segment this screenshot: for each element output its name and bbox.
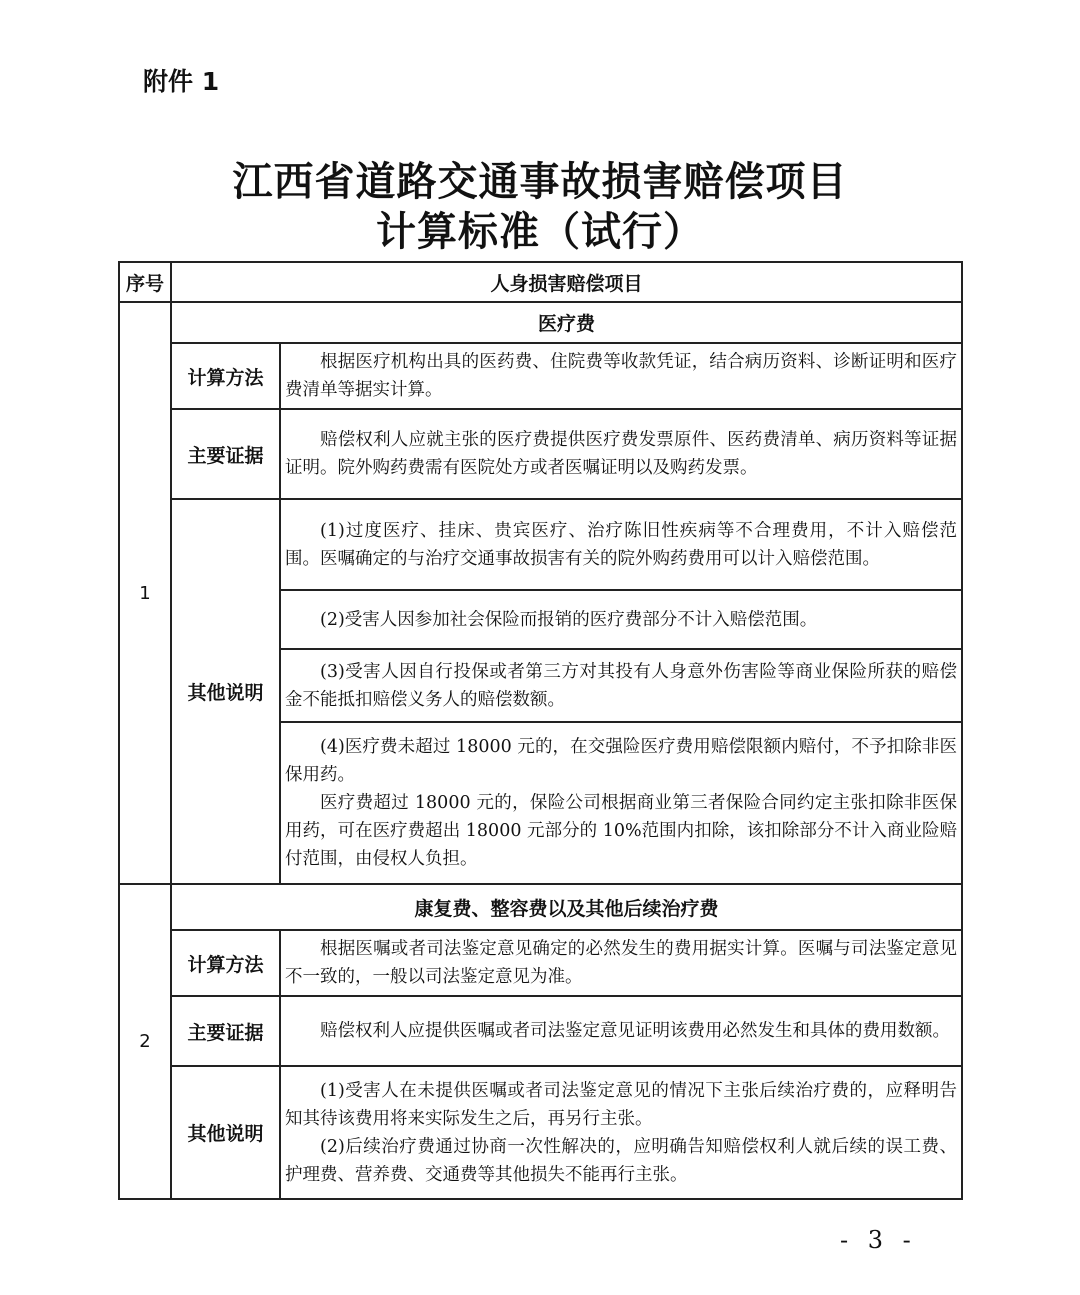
section-1-evidence-text: 赔偿权利人应就主张的医疗费提供医疗费发票原件、医药费清单、病历资料等证据证明。院外购药费需有医院处方或者医嘱证明以及购药发票。 xyxy=(280,409,962,499)
document-title-line2: 计算标准（试行） xyxy=(376,208,704,255)
section-1-evidence-label: 主要证据 xyxy=(171,409,280,499)
section-1-calc-label: 计算方法 xyxy=(171,343,280,409)
section-2-calc-text: 根据医嘱或者司法鉴定意见确定的必然发生的费用据实计算。医嘱与司法鉴定意见不一致的，一般以司法鉴定意见为准。 xyxy=(280,930,962,996)
attachment-label: 附件 1 xyxy=(143,67,220,96)
section-2-evidence-label: 主要证据 xyxy=(171,996,280,1066)
header-seq: 序号 xyxy=(119,262,171,302)
section-2-notes-label: 其他说明 xyxy=(171,1066,280,1199)
table-row xyxy=(119,930,962,996)
table-row xyxy=(119,1066,962,1199)
section-2-evidence-text: 赔偿权利人应提供医嘱或者司法鉴定意见证明该费用必然发生和具体的费用数额。 xyxy=(280,996,962,1066)
table-row xyxy=(119,884,962,930)
section-1-notes-label: 其他说明 xyxy=(171,499,280,884)
table-row xyxy=(119,996,962,1066)
section-1-calc-text: 根据医疗机构出具的医药费、住院费等收款凭证，结合病历资料、诊断证明和医疗费清单等据实计算。 xyxy=(280,343,962,409)
section-2-notes: (1)受害人在未提供医嘱或者司法鉴定意见的情况下主张后续治疗费的，应释明告知其待该费用将来实际发生之后，再另行主张。 (2)后续治疗费通过协商一次性解决的，应明确告知赔偿权利人就后续的误工费、护理费、营养费、交通费等其他损失不能再行主张。 xyxy=(280,1066,962,1199)
table-row xyxy=(119,343,962,409)
table-row xyxy=(119,302,962,343)
section-1-note-2: (2)受害人因参加社会保险而报销的医疗费部分不计入赔偿范围。 xyxy=(280,590,962,649)
table-row xyxy=(119,499,962,590)
document-title-line1: 江西省道路交通事故损害赔偿项目 xyxy=(232,158,848,205)
section-1-note-1: (1)过度医疗、挂床、贵宾医疗、治疗陈旧性疾病等不合理费用，不计入赔偿范围。医嘱确定的与治疗交通事故损害有关的院外购药费用可以计入赔偿范围。 xyxy=(280,499,962,590)
section-2-name: 康复费、整容费以及其他后续治疗费 xyxy=(171,884,962,930)
table-header-row xyxy=(119,262,962,302)
section-1-name: 医疗费 xyxy=(171,302,962,343)
section-2-calc-label: 计算方法 xyxy=(171,930,280,996)
table-row xyxy=(119,409,962,499)
page-number: - 3 - xyxy=(840,1226,917,1254)
section-1-note-3: (3)受害人因自行投保或者第三方对其投有人身意外伤害险等商业保险所获的赔偿金不能抵扣赔偿义务人的赔偿数额。 xyxy=(280,649,962,722)
section-1-number: 1 xyxy=(119,302,171,884)
section-2-number: 2 xyxy=(119,884,171,1199)
compensation-table xyxy=(118,261,963,1200)
section-1-note-4: (4)医疗费未超过 18000 元的，在交强险医疗费用赔偿限额内赔付，不予扣除非医保用药。 医疗费超过 18000 元的，保险公司根据商业第三者保险合同约定主张扣除非医保用药，可在医疗费超出 18000 元部分的 10%范围内扣除，该扣除部分不计入商业险赔付范围，由侵权人负担。 xyxy=(280,722,962,884)
header-item: 人身损害赔偿项目 xyxy=(171,262,962,302)
